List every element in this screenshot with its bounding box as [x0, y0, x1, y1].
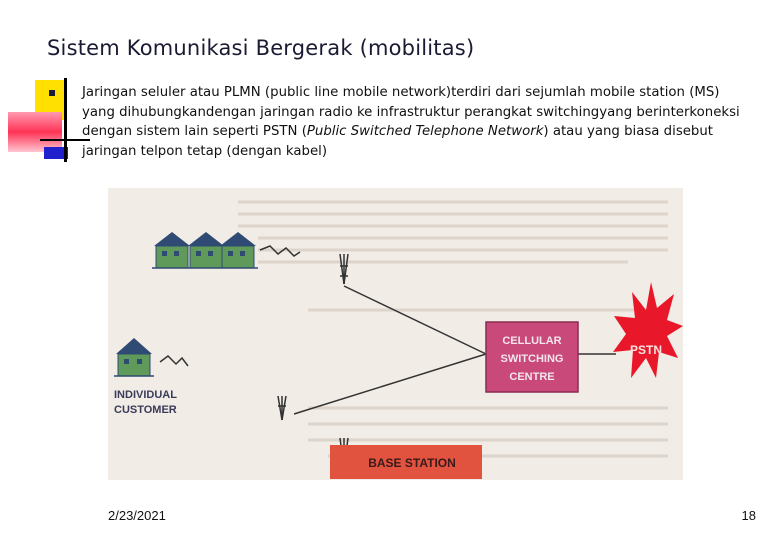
- bullet-text-part-1: Jaringan seluler atau PLMN (public line mobile network)terdiri dari sejumlah mobile station (MS) yang dihubungkandengan jaringan radio ke infrastruktur perangkat switchingyang berinterkoneksi dengan sistem lain seperti PSTN (: [82, 85, 740, 139]
- switch-label-line-3: CENTRE: [509, 371, 555, 383]
- decor-red-square: [8, 112, 62, 152]
- pstn-label: PSTN: [629, 343, 663, 357]
- base-station-label: BASE STATION: [368, 456, 456, 470]
- antenna-tower-icon: [340, 254, 348, 284]
- connection-line-2: [294, 354, 486, 414]
- antenna-tower-icon-2: [278, 396, 286, 420]
- pstn-starburst: [613, 282, 683, 378]
- customer-label-line-1: INDIVIDUAL: [114, 389, 177, 401]
- page-number: 18: [741, 508, 756, 523]
- connection-line-1: [344, 286, 486, 354]
- slide-title: Sistem Komunikasi Bergerak (mobilitas): [47, 36, 475, 60]
- individual-house-icon: [114, 338, 154, 376]
- decor-vertical-line: [64, 78, 67, 162]
- bullet-text-part-2: ) atau yang biasa disebut jaringan telpon tetap (dengan kabel): [82, 124, 714, 159]
- network-diagram-svg: [108, 188, 683, 480]
- customer-label-line-2: CUSTOMER: [114, 404, 177, 416]
- bullet-text-italic: Public Switched Telephone Network: [306, 124, 544, 139]
- switch-label-line-2: SWITCHING: [500, 353, 564, 365]
- bullet-square-icon: [49, 90, 55, 96]
- switch-label-line-1: CELLULAR: [502, 335, 562, 347]
- footer-date: 2/23/2021: [108, 508, 166, 523]
- bullet-paragraph: [82, 83, 742, 161]
- houses-icon: [152, 232, 258, 268]
- faded-background-text: [238, 202, 668, 456]
- network-diagram-image: [108, 188, 683, 480]
- radio-signal-icon-2: [160, 356, 188, 366]
